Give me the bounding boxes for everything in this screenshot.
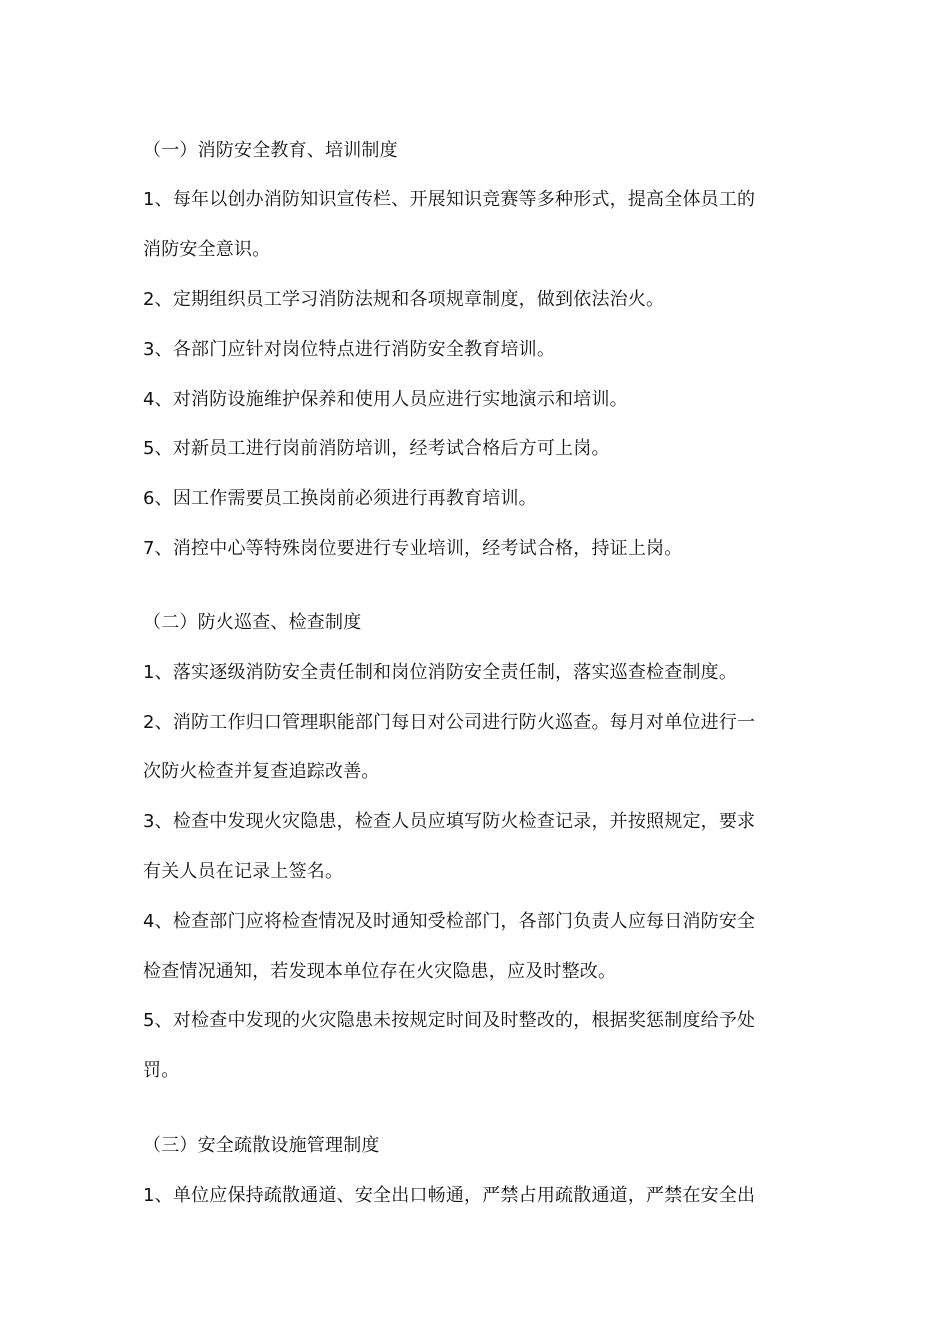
section-heading: （二）防火巡查、检查制度 bbox=[143, 612, 362, 633]
paragraph-line: 6、因工作需要员工换岗前必须进行再教育培训。 bbox=[143, 488, 537, 509]
paragraph-line: 4、检查部门应将检查情况及时通知受检部门，各部门负责人应每日消防安全 bbox=[143, 911, 756, 932]
paragraph-line: 7、消控中心等特殊岗位要进行专业培训，经考试合格，持证上岗。 bbox=[143, 538, 683, 559]
paragraph-line: 3、各部门应针对岗位特点进行消防安全教育培训。 bbox=[143, 339, 556, 360]
paragraph-line: 2、定期组织员工学习消防法规和各项规章制度，做到依法治火。 bbox=[143, 289, 665, 310]
section-heading: （一）消防安全教育、培训制度 bbox=[143, 140, 398, 161]
paragraph-line: 5、对新员工进行岗前消防培训，经考试合格后方可上岗。 bbox=[143, 438, 610, 459]
paragraph-line: 2、消防工作归口管理职能部门每日对公司进行防火巡查。每月对单位进行一 bbox=[143, 712, 756, 733]
paragraph-line: 消防安全意识。 bbox=[143, 239, 271, 260]
paragraph-line: 罚。 bbox=[143, 1060, 180, 1081]
paragraph-line: 1、落实逐级消防安全责任制和岗位消防安全责任制，落实巡查检查制度。 bbox=[143, 662, 738, 683]
paragraph-line: 4、对消防设施维护保养和使用人员应进行实地演示和培训。 bbox=[143, 389, 628, 410]
paragraph-line: 检查情况通知，若发现本单位存在火灾隐患，应及时整改。 bbox=[143, 961, 617, 982]
section-heading: （三）安全疏散设施管理制度 bbox=[143, 1135, 380, 1156]
paragraph-line: 有关人员在记录上签名。 bbox=[143, 861, 344, 882]
paragraph-line: 次防火检查并复查追踪改善。 bbox=[143, 761, 380, 782]
paragraph-line: 5、对检查中发现的火灾隐患未按规定时间及时整改的，根据奖惩制度给予处 bbox=[143, 1010, 756, 1031]
paragraph-line: 1、单位应保持疏散通道、安全出口畅通，严禁占用疏散通道，严禁在安全出 bbox=[143, 1185, 756, 1206]
paragraph-line: 3、检查中发现火灾隐患，检查人员应填写防火检查记录，并按照规定，要求 bbox=[143, 811, 756, 832]
paragraph-line: 1、每年以创办消防知识宣传栏、开展知识竞赛等多种形式，提高全体员工的 bbox=[143, 189, 756, 210]
